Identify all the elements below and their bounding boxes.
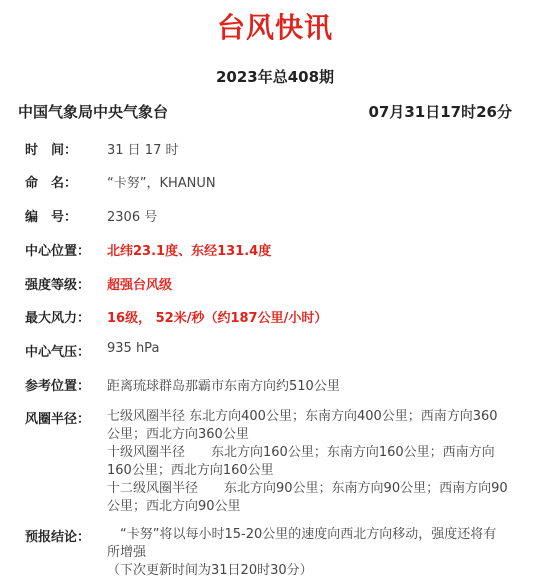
max-wind-value: 16级， 52米/秒（约187公里/小时） <box>107 311 328 326</box>
number-label: 编 号： <box>25 210 78 225</box>
radius-line: 七级风圈半径 东北方向400公里；东南方向400公里；西南方向360 <box>107 409 498 424</box>
forecast-line: （下次更新时间为31日20时30分） <box>107 563 313 578</box>
radius-line: 十二级风圈半径 东北方向90公里；东南方向90公里；西南方向90 <box>107 481 508 496</box>
name-label: 命 名： <box>25 176 78 191</box>
center-label: 中心位置： <box>25 244 91 259</box>
radius-line: 160公里；西北方向160公里 <box>107 463 274 478</box>
reference-value: 距离琉球群岛那霸市东南方向约510公里 <box>107 379 340 394</box>
time-value: 31 日 17 时 <box>107 143 179 158</box>
time-label: 时 间： <box>25 143 78 158</box>
max-wind-label: 最大风力： <box>25 311 91 326</box>
issue-number: 2023年总408期 <box>215 68 335 86</box>
forecast-value <box>107 526 507 580</box>
forecast-line: “卡努”将以每小时15-20公里的速度向西北方向移动，强度还将有 <box>107 527 497 542</box>
forecast-line: 所增强 <box>107 545 147 560</box>
radius-line: 公里；西北方向90公里 <box>107 499 241 514</box>
radius-line: 公里；西北方向360公里 <box>107 427 249 442</box>
forecast-label: 预报结论： <box>25 530 91 545</box>
number-value: 2306 号 <box>107 210 158 225</box>
reference-label: 参考位置： <box>25 379 91 394</box>
pressure-value: 935 hPa <box>107 341 160 356</box>
radius-value <box>107 408 507 516</box>
center-value: 北纬23.1度、东经131.4度 <box>107 244 272 259</box>
page-title: 台风快讯 <box>216 11 333 44</box>
intensity-value: 超强台风级 <box>107 278 173 293</box>
intensity-label: 强度等级： <box>25 278 91 293</box>
radius-line: 十级风圈半径 东北方向160公里；东南方向160公里；西南方向 <box>107 445 495 460</box>
issue-datetime: 07月31日17时26分 <box>368 103 512 121</box>
name-value: “卡努”，KHANUN <box>107 176 216 191</box>
agency-name: 中国气象局中央气象台 <box>18 103 169 121</box>
radius-label: 风圈半径： <box>25 412 91 427</box>
pressure-label: 中心气压： <box>25 345 91 360</box>
